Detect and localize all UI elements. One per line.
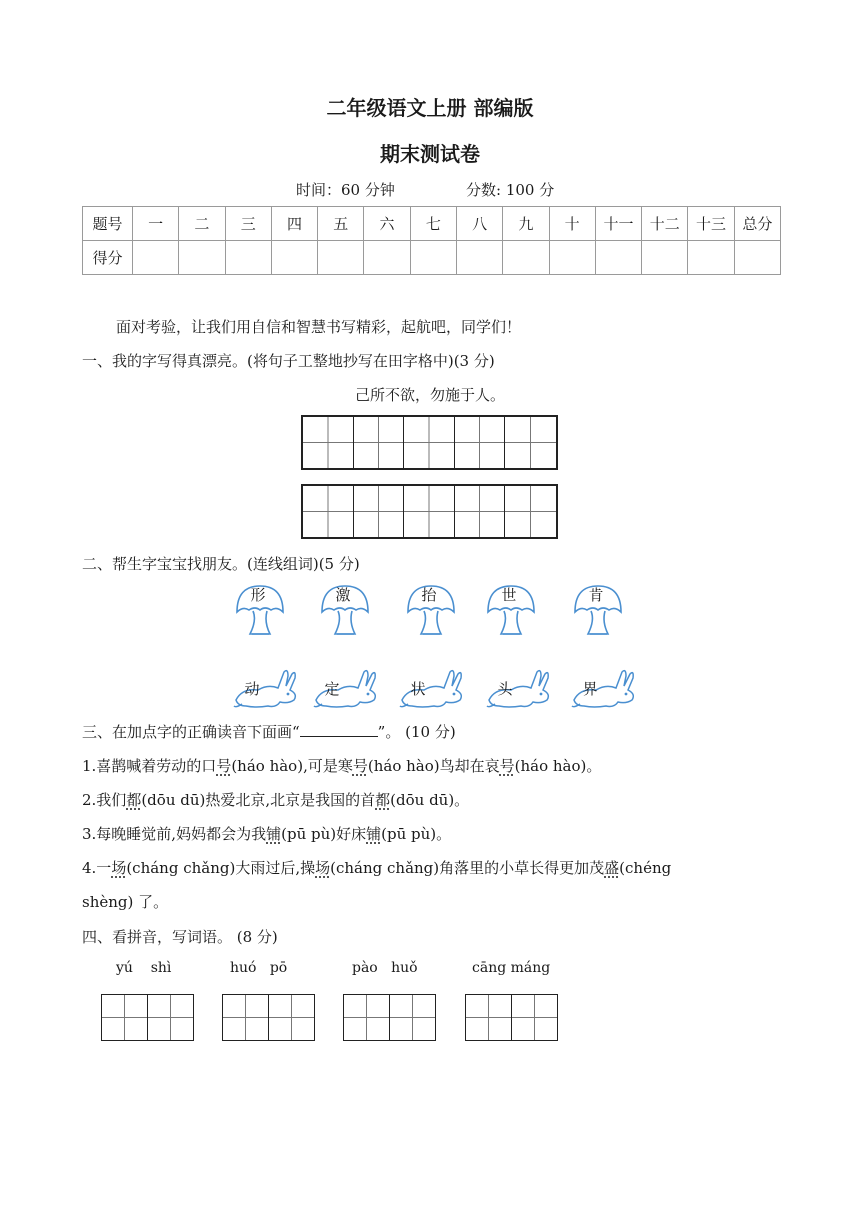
table-cell: 六 (364, 207, 410, 241)
mushroom-card[interactable] (484, 582, 542, 640)
writing-grid-row-2[interactable] (301, 484, 558, 539)
tian-cell[interactable] (344, 995, 390, 1040)
tian-cell[interactable] (404, 417, 455, 468)
exam-time: 时间：60 分钟 (296, 181, 395, 199)
page-title: 二年级语文上册 部编版 (326, 96, 534, 120)
dotted-char: 场 (111, 859, 127, 877)
word-grid[interactable] (343, 994, 436, 1041)
tian-cell[interactable] (505, 417, 556, 468)
rabbit-card[interactable] (398, 666, 468, 712)
tian-cell[interactable] (303, 486, 354, 537)
rabbit-char: 动 (244, 680, 260, 698)
table-cell: 总分 (734, 207, 780, 241)
word-grid[interactable] (465, 994, 558, 1041)
score-input-cell[interactable] (688, 241, 734, 275)
score-input-cell[interactable] (318, 241, 364, 275)
dotted-char: 都 (375, 791, 391, 809)
table-cell: 得分 (83, 241, 133, 275)
dotted-char: 盛 (604, 859, 620, 877)
pinyin-options[interactable]: (dōu dū)热爱北京,北京是我国的首 (141, 791, 376, 809)
tian-cell[interactable] (269, 995, 315, 1040)
tian-cell[interactable] (466, 995, 512, 1040)
text-segment: 4.一 (82, 859, 112, 877)
q2-title: 二、帮生字宝宝找朋友。(连线组词)(5 分) (82, 555, 360, 573)
pinyin-label: yú shì (116, 960, 172, 976)
dotted-char: 号 (216, 757, 232, 775)
table-cell: 十二 (642, 207, 688, 241)
underline-blank (300, 724, 378, 737)
q3-line-3 (82, 823, 451, 844)
q1-sentence: 己所不欲，勿施于人。 (354, 386, 505, 404)
tian-cell[interactable] (390, 995, 436, 1040)
intro-text: 面对考验，让我们用自信和智慧书写精彩，起航吧，同学们！ (116, 318, 522, 336)
mushroom-char: 形 (250, 586, 266, 604)
rabbit-char: 定 (324, 680, 340, 698)
pinyin-label: cāng máng (472, 960, 551, 976)
q1-title: 一、我的字写得真漂亮。(将句子工整地抄写在田字格中)(3 分) (82, 352, 495, 370)
score-input-cell[interactable] (549, 241, 595, 275)
mushroom-card[interactable] (233, 582, 291, 640)
word-grid[interactable] (101, 994, 194, 1041)
tian-cell[interactable] (455, 486, 506, 537)
tian-cell[interactable] (505, 486, 556, 537)
mushroom-char: 激 (335, 586, 351, 604)
q3-line-2 (82, 789, 469, 810)
q3-title (82, 721, 456, 742)
tian-cell[interactable] (102, 995, 148, 1040)
table-cell: 十一 (595, 207, 641, 241)
page-subtitle: 期末测试卷 (380, 142, 480, 166)
rabbit-card[interactable] (570, 666, 640, 712)
tian-cell[interactable] (512, 995, 558, 1040)
tian-cell[interactable] (354, 486, 405, 537)
pinyin-options[interactable]: (háo hào)鸟却在哀 (367, 757, 500, 775)
dotted-char: 号 (499, 757, 515, 775)
pinyin-options[interactable]: (cháng chǎng)角落里的小草长得更加茂 (330, 859, 605, 877)
rabbit-char: 状 (410, 680, 426, 698)
dotted-char: 场 (315, 859, 331, 877)
table-cell: 十 (549, 207, 595, 241)
word-grid[interactable] (222, 994, 315, 1041)
mushroom-char: 世 (501, 586, 517, 604)
dotted-char: 都 (126, 791, 142, 809)
table-cell: 三 (225, 207, 271, 241)
table-cell: 十三 (688, 207, 734, 241)
score-table-header-row (83, 207, 781, 241)
score-input-cell[interactable] (225, 241, 271, 275)
pinyin-label: huó pō (230, 960, 288, 976)
score-input-cell[interactable] (271, 241, 317, 275)
score-input-cell[interactable] (410, 241, 456, 275)
score-input-cell[interactable] (595, 241, 641, 275)
pinyin-options[interactable]: (pū pù)。 (381, 825, 452, 843)
pinyin-options[interactable]: (cháng chǎng)大雨过后,操 (126, 859, 316, 877)
table-cell: 七 (410, 207, 456, 241)
tian-cell[interactable] (354, 417, 405, 468)
q3-line-1 (82, 755, 601, 776)
score-input-cell[interactable] (133, 241, 179, 275)
score-table-score-row (83, 241, 781, 275)
rabbit-card[interactable] (232, 666, 302, 712)
tian-cell[interactable] (148, 995, 194, 1040)
score-input-cell[interactable] (179, 241, 225, 275)
dotted-char: 铺 (266, 825, 282, 843)
q3-line-5: shèng) 了。 (82, 893, 169, 911)
writing-grid-row-1[interactable] (301, 415, 558, 470)
table-cell: 九 (503, 207, 549, 241)
tian-cell[interactable] (223, 995, 269, 1040)
pinyin-options[interactable]: (chéng (619, 859, 672, 877)
pinyin-options[interactable]: (dōu dū)。 (390, 791, 470, 809)
mushroom-card[interactable] (318, 582, 376, 640)
table-cell: 八 (456, 207, 502, 241)
tian-cell[interactable] (404, 486, 455, 537)
table-cell: 题号 (83, 207, 133, 241)
dotted-char: 铺 (366, 825, 382, 843)
mushroom-card[interactable] (404, 582, 462, 640)
table-cell: 二 (179, 207, 225, 241)
tian-cell[interactable] (303, 417, 354, 468)
exam-score: 分数: 100 分 (466, 181, 555, 199)
mushroom-char: 抬 (421, 586, 437, 604)
q4-title: 四、看拼音，写词语。 (8 分) (82, 928, 278, 946)
rabbit-char: 界 (582, 680, 598, 698)
table-cell: 四 (271, 207, 317, 241)
table-cell: 一 (133, 207, 179, 241)
score-input-cell[interactable] (642, 241, 688, 275)
pinyin-options[interactable]: (háo hào)。 (514, 757, 602, 775)
tian-cell[interactable] (455, 417, 506, 468)
q3-title-post: ”。 (10 分) (377, 723, 456, 741)
text-segment: 2.我们 (82, 791, 127, 809)
pinyin-label: pào huǒ (352, 960, 418, 976)
score-input-cell[interactable] (503, 241, 549, 275)
table-cell: 五 (318, 207, 364, 241)
score-input-cell[interactable] (456, 241, 502, 275)
q3-line-4 (82, 857, 671, 878)
rabbit-char: 头 (497, 680, 513, 698)
score-table (82, 206, 781, 275)
text-segment: 3.每晚睡觉前,妈妈都会为我 (82, 825, 267, 843)
rabbit-card[interactable] (485, 666, 555, 712)
score-input-cell[interactable] (364, 241, 410, 275)
pinyin-options[interactable]: (pū pù)好床 (281, 825, 367, 843)
score-input-cell[interactable] (734, 241, 780, 275)
q3-title-pre: 三、在加点字的正确读音下面画“ (82, 723, 300, 741)
mushroom-card[interactable] (571, 582, 629, 640)
rabbit-card[interactable] (312, 666, 382, 712)
text-segment: 1.喜鹊喊着劳动的口 (82, 757, 217, 775)
dotted-char: 号 (352, 757, 368, 775)
pinyin-options[interactable]: (háo hào),可是寒 (231, 757, 353, 775)
mushroom-char: 肯 (588, 586, 604, 604)
